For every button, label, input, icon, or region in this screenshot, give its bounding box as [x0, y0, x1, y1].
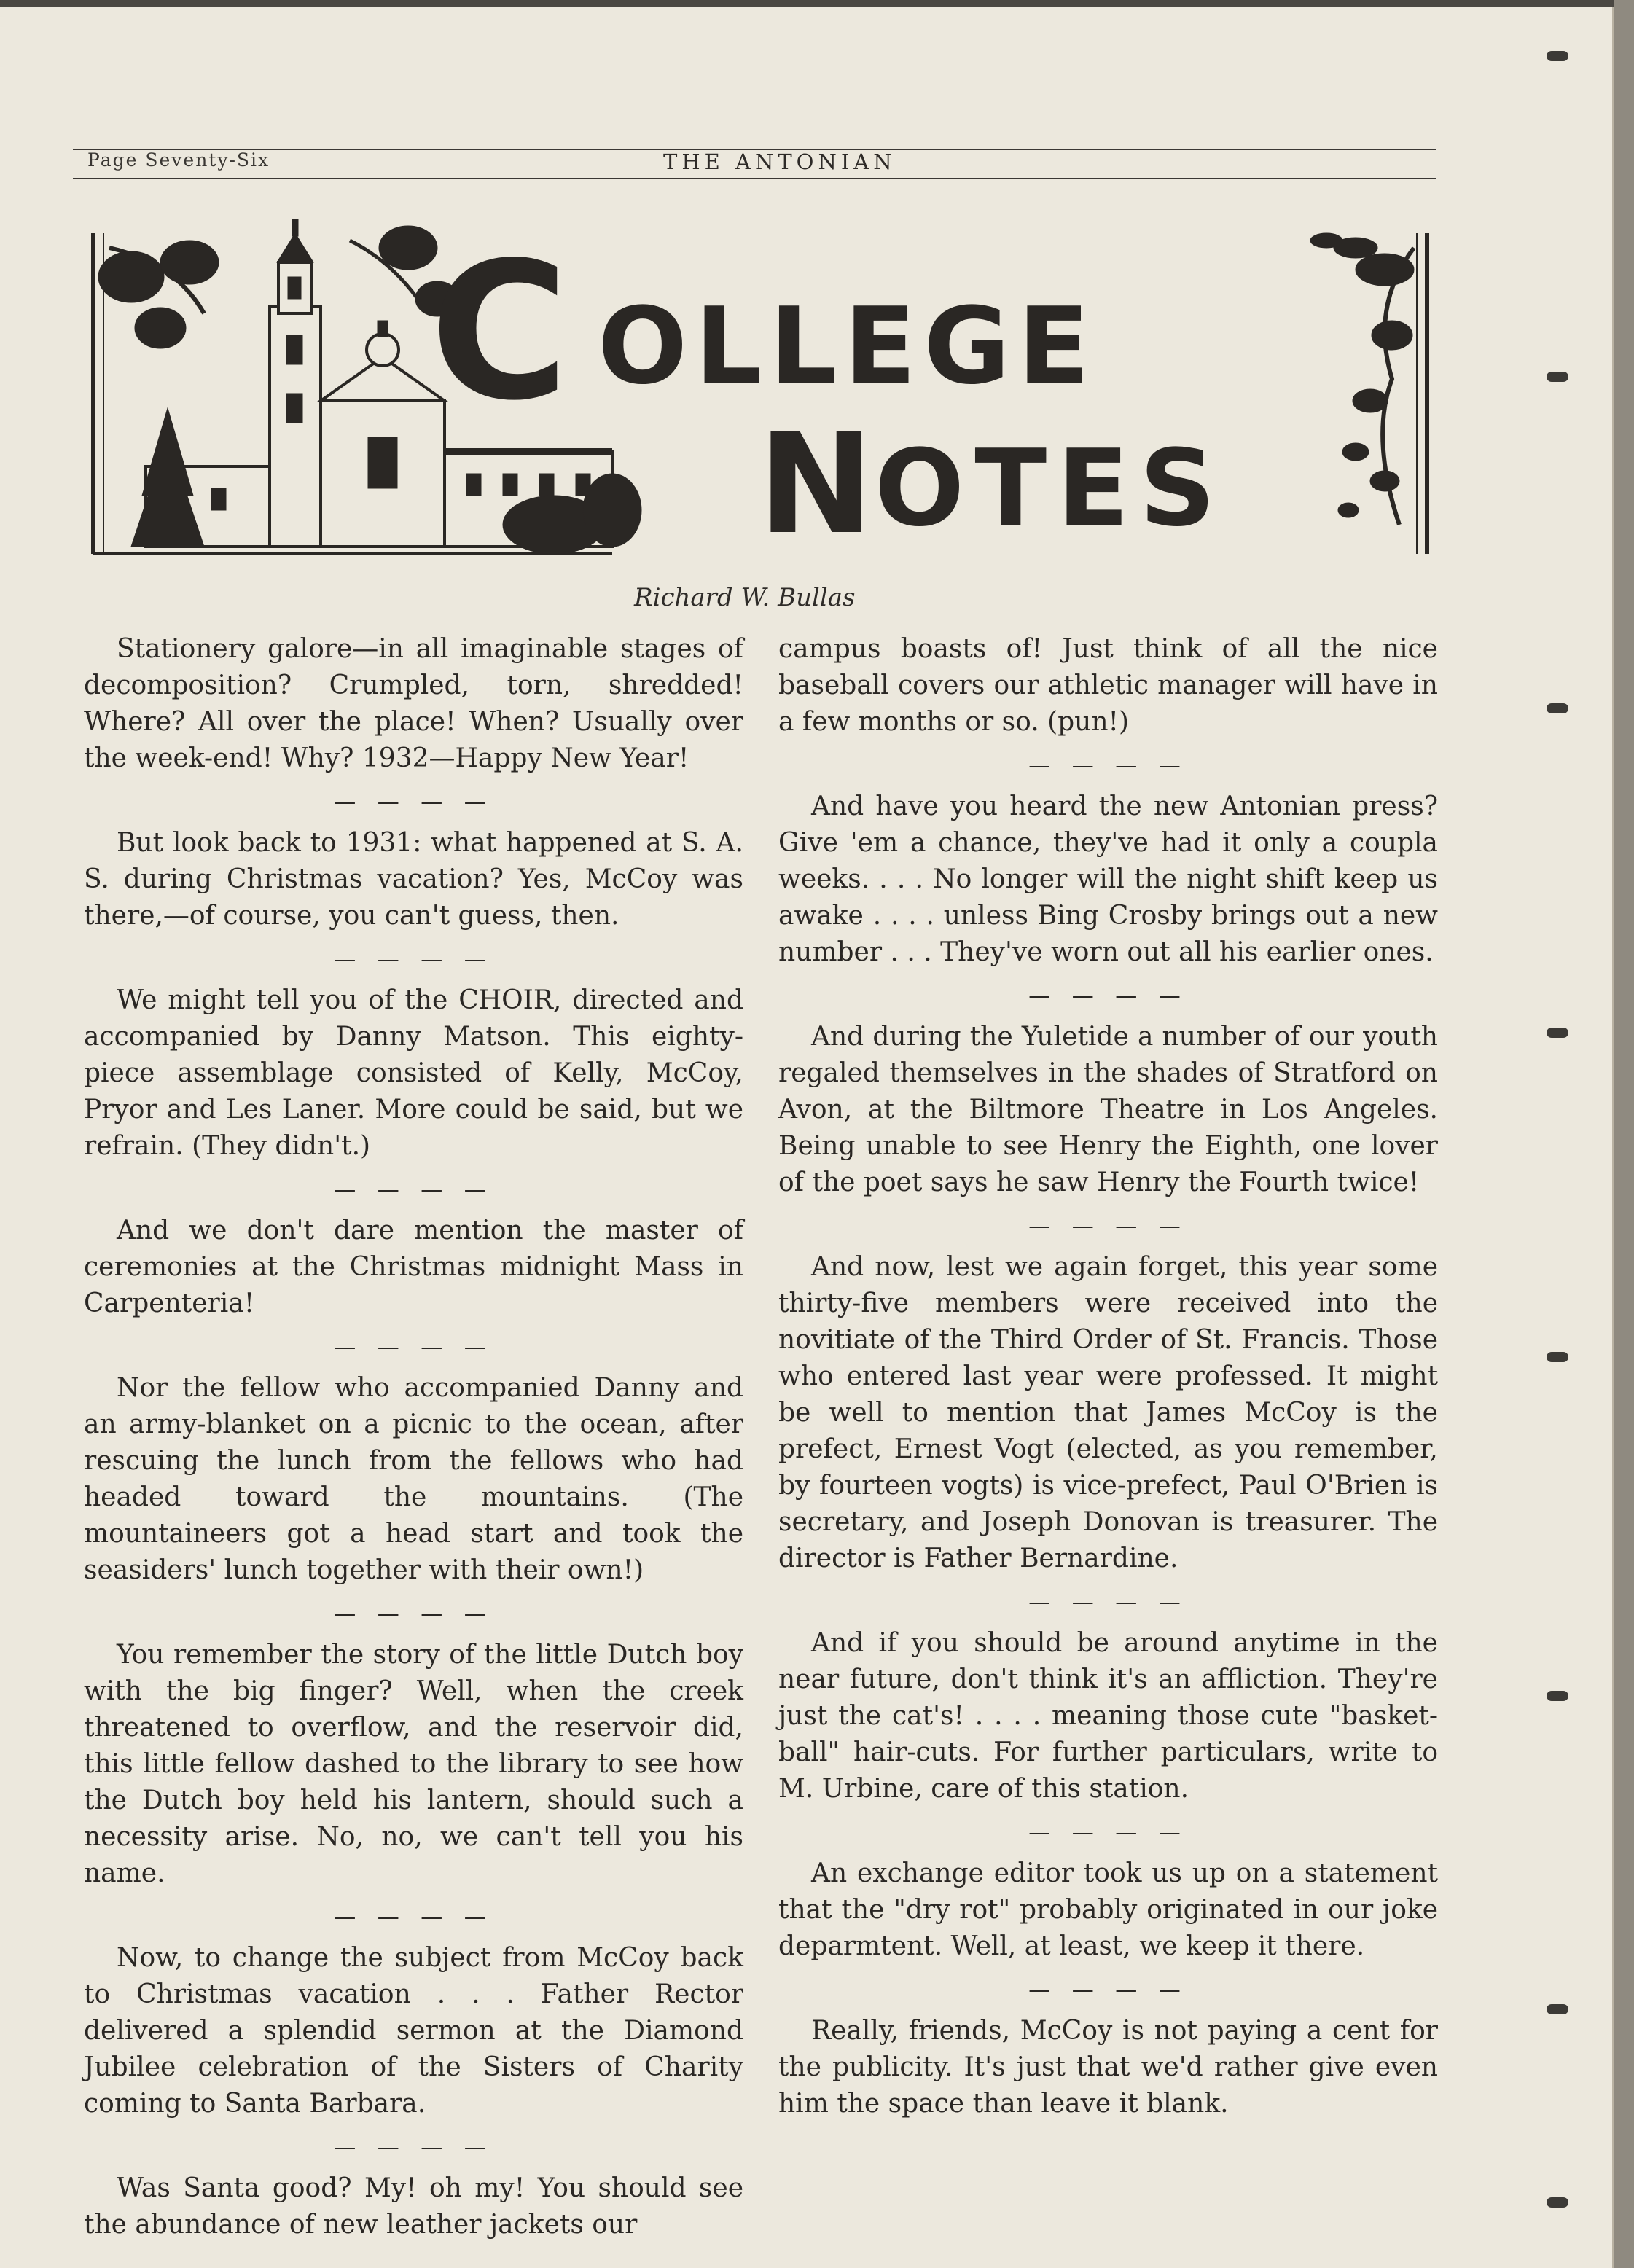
binding-hole: [1547, 51, 1568, 61]
separator: — — — —: [334, 1177, 493, 1203]
paragraph: Stationery galore—in all imaginable stages of decomposition? Crumpled, torn, shredded! Where? All over the place! When? Usually over the week-end! Why? 1932—Happy New Year!: [84, 634, 743, 773]
separator: — — — —: [334, 1904, 493, 1930]
binding-hole: [1547, 1352, 1568, 1362]
binding-hole: [1547, 1691, 1568, 1701]
banner-title-line2: OTES: [875, 427, 1226, 550]
banner-title-line1: OLLEGE: [598, 285, 1098, 408]
page-top-edge: [0, 0, 1614, 7]
college-notes-banner: [87, 219, 1436, 561]
paragraph: And we don't dare mention the master of ceremonies at the Christmas midnight Mass in Carpenteria!: [84, 1216, 743, 1318]
article-byline: Richard W. Bullas: [634, 583, 856, 612]
paragraph: An exchange editor took us up on a statement that the "dry rot" probably originated in our joke deparmtent. Well, at least, we keep it there.: [778, 1858, 1438, 1961]
paragraph: We might tell you of the CHOIR, directed and accompanied by Danny Matson. This eighty-piece assemblage consisted of Kelly, McCoy, Pryor and Les Laner. More could be said, but we refrain. (They didn't.): [84, 985, 743, 1161]
header-rule-bottom: [73, 178, 1436, 179]
page-edge-shadow: [1614, 0, 1634, 2268]
separator: — — — —: [1028, 983, 1188, 1009]
banner-title-initial-n: N: [758, 404, 875, 561]
separator: — — — —: [1028, 753, 1188, 778]
paragraph: Now, to change the subject from McCoy back to Christmas vacation . . . Father Rector delivered a splendid sermon at the Diamond Jubilee celebration of the Sisters of Charity coming to Santa Barbara.: [84, 1943, 743, 2119]
separator: — — — —: [1028, 1589, 1188, 1615]
binding-hole: [1547, 2004, 1568, 2014]
publication-title: THE ANTONIAN: [663, 149, 896, 174]
paragraph: And during the Yuletide a number of our youth regaled themselves in the shades of Stratford on Avon, at the Biltmore Theatre in Los Angeles. Being unable to see Henry the Eighth, one lover of the poet says he saw Henry the Fourth twice!: [778, 1022, 1438, 1197]
page-number-label: Page Seventy-Six: [87, 149, 270, 171]
paragraph: Really, friends, McCoy is not paying a cent for the publicity. It's just that we'd rather give even him the space than leave it blank.: [778, 2016, 1438, 2119]
binding-hole: [1547, 1028, 1568, 1038]
right-column: [778, 631, 1438, 2135]
paragraph: Nor the fellow who accompanied Danny and an army-blanket on a picnic to the ocean, after rescuing the lunch from the fellows who had headed toward the mountains. (The mountaineers got a head start and took the seasiders' lunch together with their own!): [84, 1373, 743, 1585]
paragraph: And now, lest we again forget, this year some thirty-five members were received into the novitiate of the Third Order of St. Francis. Those who entered last year were professed. It might be well to mention that James McCoy is the prefect, Ernest Vogt (elected, as you remember, by fourteen vogts) is vice-prefect, Paul O'Brien is secretary, and Joseph Donovan is treasurer. The director is Father Bernardine.: [778, 1252, 1438, 1573]
binding-hole: [1547, 2197, 1568, 2208]
separator: — — — —: [1028, 1820, 1188, 1845]
separator: — — — —: [334, 1601, 493, 1627]
separator: — — — —: [334, 2135, 493, 2160]
paragraph: But look back to 1931: what happened at S. A. S. during Christmas vacation? Yes, McCoy was there,—of course, you can't guess, then.: [84, 828, 743, 931]
vine-decoration: [1310, 233, 1414, 525]
paragraph: Was Santa good? My! oh my! You should see the abundance of new leather jackets our: [84, 2173, 743, 2240]
header-rule-top: [73, 149, 1436, 150]
separator: — — — —: [334, 947, 493, 972]
separator: — — — —: [334, 789, 493, 815]
binding-hole: [1547, 703, 1568, 713]
paragraph: You remember the story of the little Dutch boy with the big finger? Well, when the creek threatened to overflow, and the reservoir did, this little fellow dashed to the library to see how the Dutch boy held his lantern, should such a necessity arise. No, no, we can't tell you his name.: [84, 1640, 743, 1888]
separator: — — — —: [1028, 1213, 1188, 1239]
paragraph: And have you heard the new Antonian press? Give 'em a chance, they've had it only a coupla weeks. . . . No longer will the night shift keep us awake . . . . unless Bing Crosby brings out a new number . . . They've worn out all his earlier ones.: [778, 791, 1438, 967]
separator: — — — —: [1028, 1977, 1188, 2003]
left-column: [84, 631, 743, 2256]
separator: — — — —: [334, 1334, 493, 1360]
paragraph: campus boasts of! Just think of all the nice baseball covers our athletic manager will have in a few months or so. (pun!): [778, 634, 1438, 737]
binding-hole: [1547, 372, 1568, 382]
banner-title-initial-c: C: [430, 222, 569, 442]
paragraph: And if you should be around anytime in the near future, don't think it's an affliction. They're just the cat's! . . . . meaning those cute "basket-ball" hair-cuts. For further particulars, write to M. Urbine, care of this station.: [778, 1628, 1438, 1804]
